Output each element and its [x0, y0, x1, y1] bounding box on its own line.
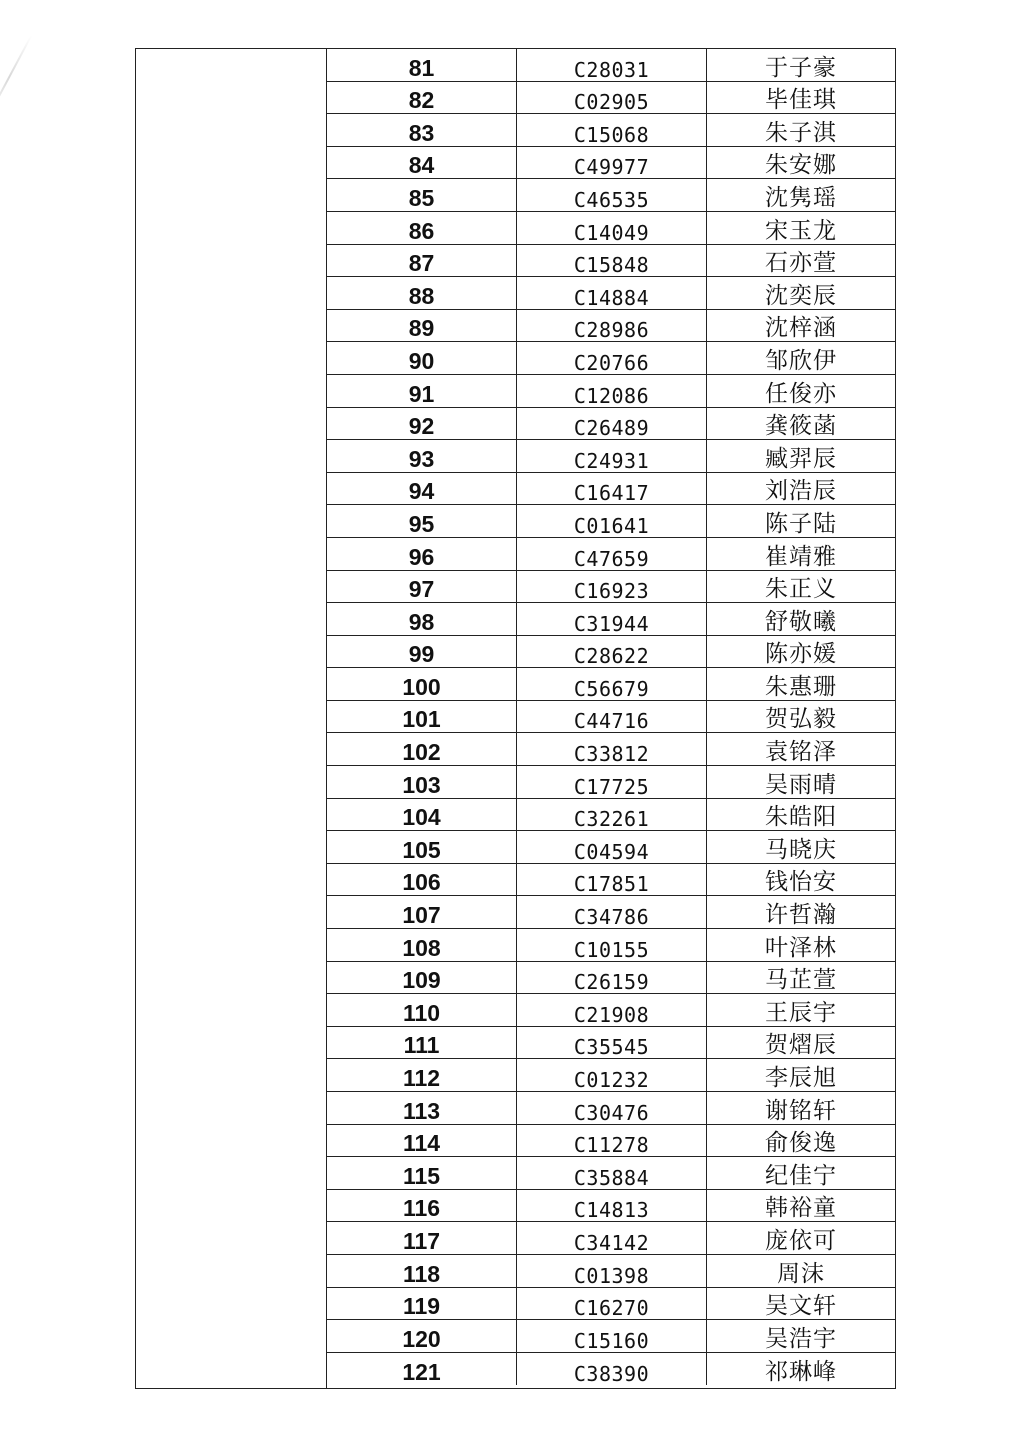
- row-number-cell: 108: [327, 929, 517, 961]
- student-name-cell: 周沫: [777, 1260, 825, 1287]
- table-row: [327, 408, 895, 441]
- table-row: [327, 212, 895, 245]
- student-name-cell: 马芷萱: [765, 967, 837, 994]
- row-number-cell: 116: [327, 1190, 517, 1222]
- student-id-cell: C34142: [517, 1222, 707, 1254]
- table-row: [327, 799, 895, 832]
- table-row: [327, 1092, 895, 1125]
- row-number-cell: 81: [327, 49, 517, 81]
- table-row: [327, 310, 895, 343]
- table-row: [327, 375, 895, 408]
- row-number-cell: 115: [327, 1157, 517, 1189]
- student-id-cell: C28986: [517, 310, 707, 342]
- student-id-cell: C24931: [517, 440, 707, 472]
- student-name-cell: 纪佳宁: [765, 1162, 837, 1189]
- student-id-cell: C20766: [517, 342, 707, 374]
- row-number-cell: 98: [327, 603, 517, 635]
- row-number-cell: 84: [327, 147, 517, 179]
- student-id-cell: C56679: [517, 668, 707, 700]
- student-name-cell: 毕佳琪: [765, 87, 837, 114]
- student-id-cell: C16270: [517, 1288, 707, 1320]
- row-number-cell: 87: [327, 245, 517, 277]
- student-id-cell: C11278: [517, 1125, 707, 1157]
- student-id-cell: C16923: [517, 571, 707, 603]
- table-row: [327, 701, 895, 734]
- student-name-cell: 朱子淇: [765, 119, 837, 146]
- student-id-cell: C38390: [517, 1353, 707, 1386]
- student-id-cell: C12086: [517, 375, 707, 407]
- student-id-cell: C17725: [517, 766, 707, 798]
- roster-table: [135, 48, 896, 1389]
- table-row: [327, 962, 895, 995]
- student-id-cell: C02905: [517, 82, 707, 114]
- student-name-cell: 朱安娜: [765, 152, 837, 179]
- row-number-cell: 105: [327, 831, 517, 863]
- student-name-cell: 于子豪: [765, 54, 837, 81]
- row-number-cell: 97: [327, 571, 517, 603]
- student-name-cell: 宋玉龙: [765, 217, 837, 244]
- row-number-cell: 95: [327, 505, 517, 537]
- student-id-cell: C26489: [517, 408, 707, 440]
- student-name-cell: 朱惠珊: [765, 673, 837, 700]
- row-number-cell: 112: [327, 1059, 517, 1091]
- student-name-cell: 石亦萱: [765, 250, 837, 277]
- student-name-cell: 吴文轩: [765, 1293, 837, 1320]
- row-number-cell: 92: [327, 408, 517, 440]
- table-row: [327, 473, 895, 506]
- student-id-cell: C21908: [517, 994, 707, 1026]
- row-number-cell: 117: [327, 1222, 517, 1254]
- student-name-cell: 叶泽林: [765, 934, 837, 961]
- student-id-cell: C32261: [517, 799, 707, 831]
- student-name-cell: 谢铭轩: [765, 1097, 837, 1124]
- student-id-cell: C17851: [517, 864, 707, 896]
- student-name-cell: 袁铭泽: [765, 739, 837, 766]
- student-name-cell: 吴浩宇: [765, 1325, 837, 1352]
- student-name-cell: 俞俊逸: [765, 1130, 837, 1157]
- roster-rows: [327, 49, 895, 1385]
- student-name-cell: 龚筱菡: [765, 413, 837, 440]
- student-id-cell: C01232: [517, 1059, 707, 1091]
- row-number-cell: 100: [327, 668, 517, 700]
- student-name-cell: 李辰旭: [765, 1065, 837, 1091]
- student-name-cell: 钱怡安: [765, 869, 837, 896]
- row-number-cell: 86: [327, 212, 517, 244]
- student-name-cell: 韩裕童: [765, 1195, 837, 1222]
- table-row: [327, 1320, 895, 1353]
- student-id-cell: C47659: [517, 538, 707, 570]
- student-name-cell: 马晓庆: [765, 836, 837, 863]
- table-row: [327, 1125, 895, 1158]
- student-id-cell: C26159: [517, 962, 707, 994]
- row-number-cell: 118: [327, 1255, 517, 1287]
- table-row: [327, 1222, 895, 1255]
- row-number-cell: 91: [327, 375, 517, 407]
- table-row: [327, 733, 895, 766]
- student-id-cell: C14813: [517, 1190, 707, 1222]
- row-number-cell: 104: [327, 799, 517, 831]
- row-number-cell: 106: [327, 864, 517, 896]
- row-number-cell: 102: [327, 733, 517, 765]
- table-row: [327, 668, 895, 701]
- table-row: [327, 147, 895, 180]
- student-id-cell: C30476: [517, 1092, 707, 1124]
- table-row: [327, 1190, 895, 1223]
- row-number-cell: 111: [327, 1027, 517, 1059]
- table-row: [327, 1288, 895, 1321]
- student-name-cell: 沈梓涵: [765, 315, 837, 342]
- student-id-cell: C35545: [517, 1027, 707, 1059]
- table-row: [327, 538, 895, 571]
- table-row: [327, 831, 895, 864]
- table-row: [327, 603, 895, 636]
- student-id-cell: C34786: [517, 896, 707, 928]
- student-id-cell: C15160: [517, 1320, 707, 1352]
- row-number-cell: 110: [327, 994, 517, 1026]
- student-id-cell: C16417: [517, 473, 707, 505]
- table-row: [327, 342, 895, 375]
- row-number-cell: 99: [327, 636, 517, 668]
- table-row: [327, 1255, 895, 1288]
- table-row: [327, 277, 895, 310]
- row-number-cell: 89: [327, 310, 517, 342]
- student-id-cell: C28031: [517, 49, 707, 81]
- table-row: [327, 114, 895, 147]
- row-number-cell: 107: [327, 896, 517, 928]
- student-name-cell: 祁琳峰: [765, 1359, 837, 1386]
- table-row: [327, 636, 895, 669]
- table-row: [327, 766, 895, 799]
- table-row: [327, 505, 895, 538]
- row-number-cell: 85: [327, 179, 517, 211]
- student-id-cell: C04594: [517, 831, 707, 863]
- row-number-cell: 83: [327, 114, 517, 146]
- table-row: [327, 1059, 895, 1092]
- row-number-cell: 119: [327, 1288, 517, 1320]
- student-name-cell: 臧羿辰: [765, 445, 837, 472]
- table-row: [327, 571, 895, 604]
- row-number-cell: 88: [327, 277, 517, 309]
- table-row: [327, 245, 895, 278]
- row-number-cell: 101: [327, 701, 517, 733]
- student-name-cell: 邹欣伊: [765, 347, 837, 374]
- table-row: [327, 896, 895, 929]
- student-name-cell: 许哲瀚: [765, 902, 837, 929]
- student-id-cell: C44716: [517, 701, 707, 733]
- table-row: [327, 1353, 895, 1386]
- table-row: [327, 864, 895, 897]
- student-name-cell: 贺弘毅: [765, 706, 837, 733]
- student-name-cell: 沈奕辰: [765, 282, 837, 309]
- student-name-cell: 贺熠辰: [765, 1032, 837, 1059]
- row-number-cell: 114: [327, 1125, 517, 1157]
- student-id-cell: C35884: [517, 1157, 707, 1189]
- student-id-cell: C28622: [517, 636, 707, 668]
- row-number-cell: 113: [327, 1092, 517, 1124]
- row-number-cell: 109: [327, 962, 517, 994]
- student-id-cell: C10155: [517, 929, 707, 961]
- student-name-cell: 朱正义: [765, 576, 837, 603]
- student-name-cell: 沈隽瑶: [765, 184, 837, 211]
- student-name-cell: 庞依可: [765, 1227, 837, 1254]
- row-number-cell: 94: [327, 473, 517, 505]
- student-name-cell: 任俊亦: [765, 380, 837, 407]
- row-number-cell: 90: [327, 342, 517, 374]
- scan-artifact: [0, 35, 32, 120]
- row-number-cell: 96: [327, 538, 517, 570]
- student-id-cell: C15068: [517, 114, 707, 146]
- row-number-cell: 103: [327, 766, 517, 798]
- student-id-cell: C14049: [517, 212, 707, 244]
- student-id-cell: C15848: [517, 245, 707, 277]
- table-row: [327, 994, 895, 1027]
- table-row: [327, 1027, 895, 1060]
- row-number-cell: 121: [327, 1353, 517, 1386]
- student-id-cell: C14884: [517, 277, 707, 309]
- student-id-cell: C31944: [517, 603, 707, 635]
- table-row: [327, 179, 895, 212]
- student-name-cell: 舒敬曦: [765, 608, 837, 635]
- row-number-cell: 120: [327, 1320, 517, 1352]
- student-id-cell: C49977: [517, 147, 707, 179]
- table-row: [327, 929, 895, 962]
- row-number-cell: 82: [327, 82, 517, 114]
- row-number-cell: 93: [327, 440, 517, 472]
- merged-category-cell: [136, 49, 327, 1388]
- student-id-cell: C01641: [517, 505, 707, 537]
- student-id-cell: C33812: [517, 733, 707, 765]
- table-row: [327, 49, 895, 82]
- student-name-cell: 朱皓阳: [765, 804, 837, 831]
- student-name-cell: 王辰宇: [765, 999, 837, 1026]
- student-name-cell: 陈亦媛: [765, 641, 837, 668]
- student-name-cell: 吴雨晴: [765, 771, 837, 798]
- student-name-cell: 陈子陆: [765, 510, 837, 537]
- student-name-cell: 刘浩辰: [765, 478, 837, 505]
- student-id-cell: C01398: [517, 1255, 707, 1287]
- table-row: [327, 1157, 895, 1190]
- table-row: [327, 440, 895, 473]
- table-row: [327, 82, 895, 115]
- student-name-cell: 崔靖雅: [765, 543, 837, 570]
- student-id-cell: C46535: [517, 179, 707, 211]
